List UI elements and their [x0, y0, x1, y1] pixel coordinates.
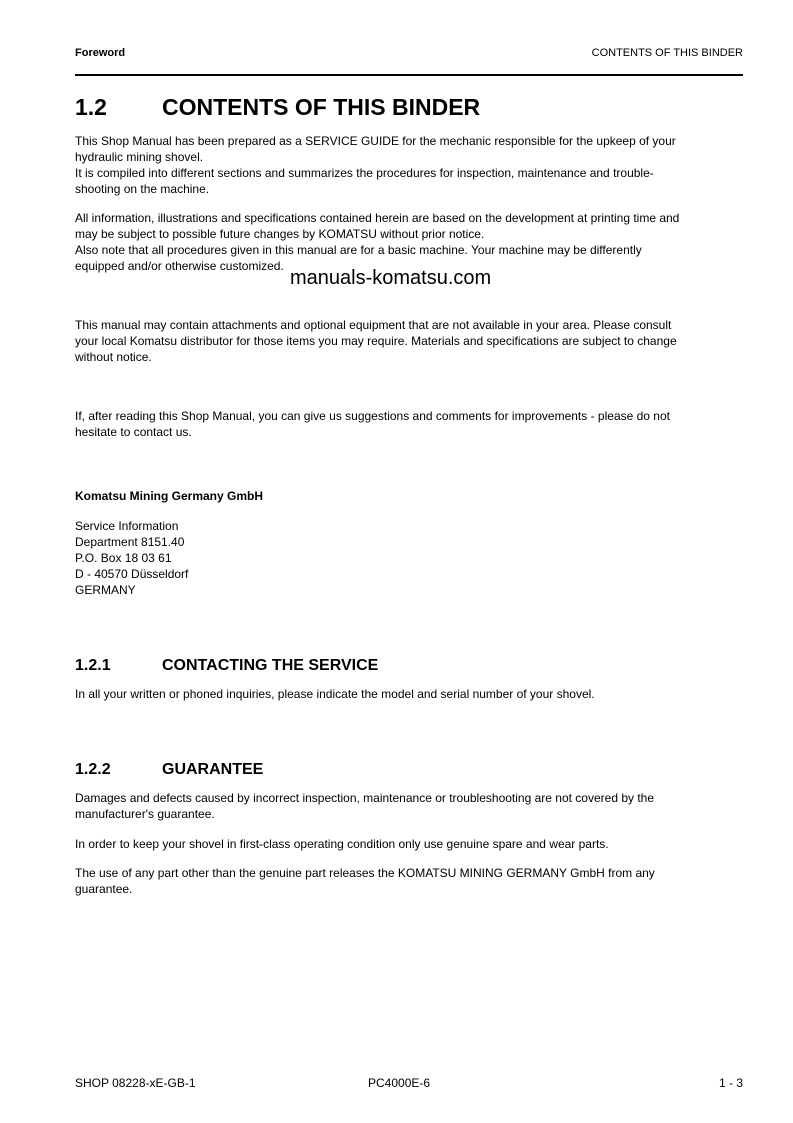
- footer-page-number: 1 - 3: [718, 1076, 743, 1090]
- footer-model: PC4000E-6: [368, 1076, 431, 1090]
- header-chapter: Foreword: [75, 47, 126, 59]
- subsection-number: 1.2.1: [75, 657, 111, 674]
- text-line: guarantee.: [75, 882, 133, 896]
- footer-document-id: SHOP 08228-xE-GB-1: [75, 1076, 196, 1090]
- text-line: Also note that all procedures given in this manual are for a basic machine. Your machine may be differently: [75, 243, 642, 257]
- paragraph-contacting: In all your written or phoned inquiries, please indicate the model and serial number of your shovel.: [75, 687, 595, 701]
- subsection-title: CONTACTING THE SERVICE: [162, 657, 379, 674]
- subsection-title: GUARANTEE: [162, 761, 264, 778]
- text-line: hydraulic mining shovel.: [75, 150, 204, 164]
- text-line: Damages and defects caused by incorrect inspection, maintenance or troubleshooting are not covered by the: [75, 791, 655, 805]
- text-line: without notice.: [75, 350, 152, 364]
- address-line: P.O. Box 18 03 61: [75, 551, 172, 565]
- paragraph-guarantee-damages: [75, 790, 654, 822]
- paragraph-attachments: [75, 317, 677, 365]
- header-rule: [75, 74, 743, 76]
- paragraph-guarantee-release: [75, 865, 655, 897]
- text-line: shooting on the machine.: [75, 182, 210, 196]
- address-line: Department 8151.40: [75, 535, 185, 549]
- text-line: This manual may contain attachments and optional equipment that are not available in your area. Please consult: [75, 318, 672, 332]
- address-block: [75, 518, 188, 598]
- text-line: hesitate to contact us.: [75, 425, 192, 439]
- subsection-number: 1.2.2: [75, 761, 111, 778]
- paragraph-intro: [75, 133, 676, 197]
- watermark: manuals-komatsu.com: [290, 267, 492, 289]
- address-line: D - 40570 Düsseldorf: [75, 567, 189, 581]
- text-line: equipped and/or otherwise customized.: [75, 259, 284, 273]
- paragraph-guarantee-parts: In order to keep your shovel in first-class operating condition only use genuine spare and wear parts.: [75, 837, 609, 851]
- text-line: If, after reading this Shop Manual, you can give us suggestions and comments for improvements - please do not: [75, 409, 670, 423]
- text-line: manufacturer's guarantee.: [75, 807, 215, 821]
- address-line: GERMANY: [75, 583, 136, 597]
- header-section: CONTENTS OF THIS BINDER: [591, 47, 743, 59]
- text-line: It is compiled into different sections and summarizes the procedures for inspection, maintenance and trouble-: [75, 166, 654, 180]
- paragraph-feedback: [75, 408, 670, 440]
- text-line: This Shop Manual has been prepared as a SERVICE GUIDE for the mechanic responsible for the upkeep of your: [75, 134, 676, 148]
- text-line: your local Komatsu distributor for those items you may require. Materials and specifications are subject to change: [75, 334, 677, 348]
- section-title: CONTENTS OF THIS BINDER: [162, 94, 481, 120]
- paragraph-information: [75, 210, 679, 274]
- address-line: Service Information: [75, 519, 179, 533]
- section-number: 1.2: [75, 94, 107, 120]
- text-line: The use of any part other than the genuine part releases the KOMATSU MINING GERMANY GmbH from any: [75, 866, 655, 880]
- text-line: All information, illustrations and specifications contained herein are based on the development at printing time and: [75, 211, 680, 225]
- company-name: Komatsu Mining Germany GmbH: [75, 489, 264, 503]
- text-line: may be subject to possible future changes by KOMATSU without prior notice.: [75, 227, 485, 241]
